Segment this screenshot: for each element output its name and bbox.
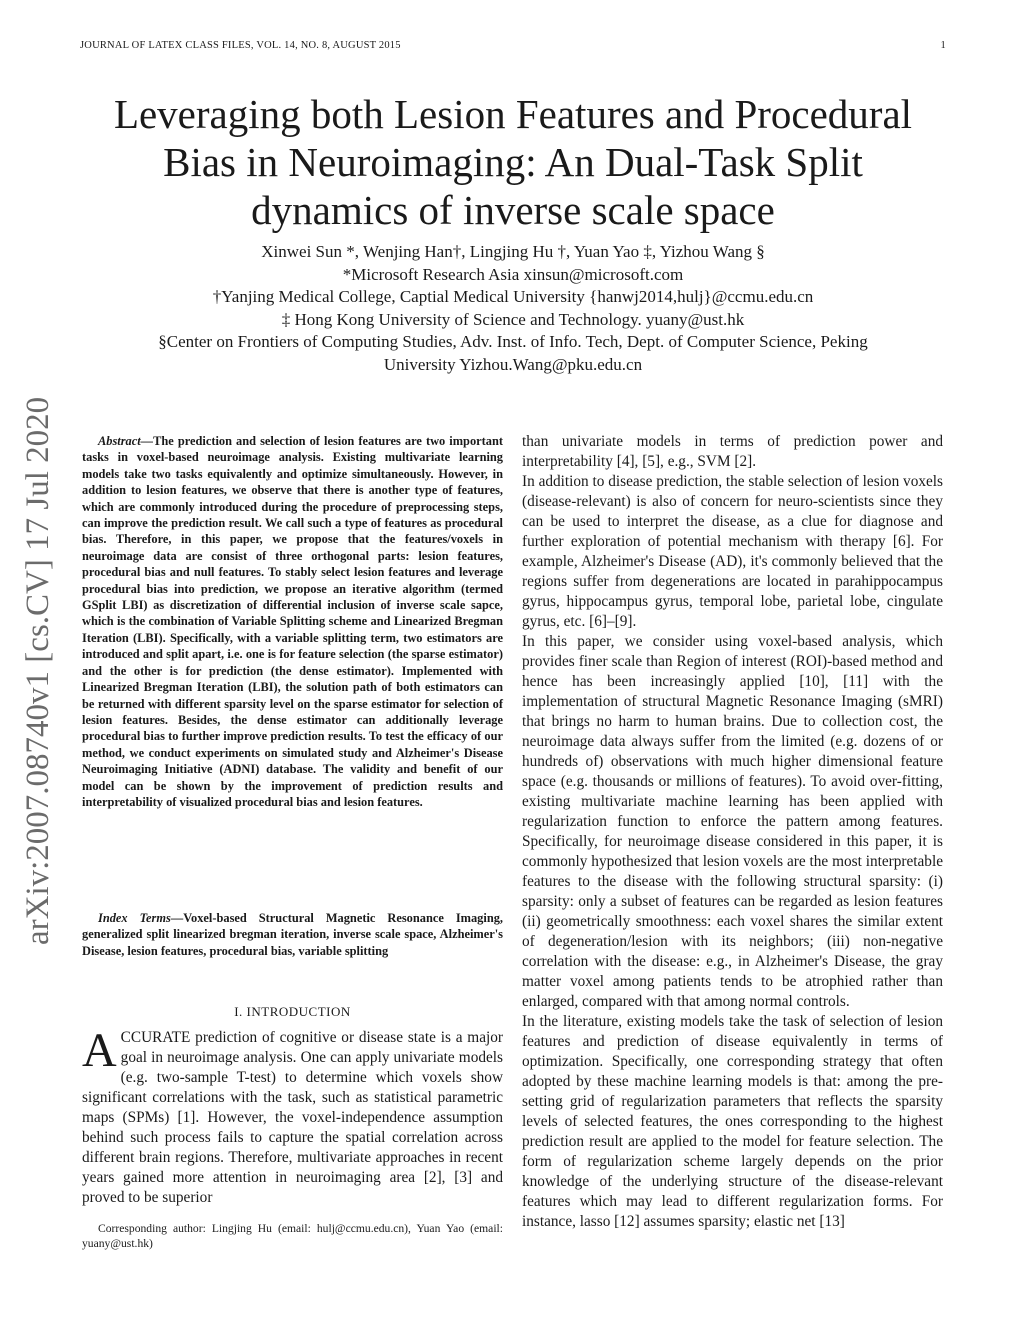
title-line: dynamics of inverse scale space bbox=[251, 187, 775, 233]
index-terms-label: Index Terms— bbox=[98, 911, 184, 925]
affiliation: §Center on Frontiers of Computing Studies, Adv. Inst. of Info. Tech, Dept. of Computer Science, Peking bbox=[158, 332, 868, 351]
footnote bbox=[82, 1221, 503, 1251]
abstract-label: Abstract— bbox=[98, 434, 154, 448]
right-column bbox=[522, 432, 943, 1232]
index-terms-text: Voxel-based Structural Magnetic Resonance Imaging, generalized split linearized bregman iteration, inverse scale space, Alzheimer's Disease, lesion features, procedural bias, variable splitting bbox=[82, 911, 503, 958]
footnote-text: Corresponding author: Lingjing Hu (email: hulj@ccmu.edu.cn), Yuan Yao (email: yuany@ust.hk) bbox=[82, 1222, 503, 1250]
body-paragraph: In addition to disease prediction, the stable selection of lesion voxels (disease-relevant) is also of concern for neuro-scientists since they can be used to interpret the disease, as a clue for diagnose and further exploration of potential mechanism with therapy [6]. For example, Alzheimer's Disease (AD), it's commonly believed that the regions suffer from degenerations are located in parahippocampus gyrus, hippocampus gyrus, temporal lobe, parietal lobe, cingulate gyrus, etc. [6]–[9]. bbox=[522, 473, 943, 630]
affiliation: †Yanjing Medical College, Captial Medical University {hanwj2014,hulj}@ccmu.edu.cn bbox=[212, 287, 814, 306]
author-names: Xinwei Sun *, Wenjing Han†, Lingjing Hu †, Yuan Yao ‡, Yizhou Wang § bbox=[261, 242, 765, 261]
paper-title bbox=[80, 90, 946, 234]
abstract-text: The prediction and selection of lesion features are two important tasks in voxel-based neuroimage analysis. Existing multivariate learning models take two tasks equivalently and optimize simultaneously. However, in addition to lesion features, we observe that there is another type of features, which are commonly introduced during the procedure of preprocessing steps, can improve the prediction result. We call such a type of features as procedural bias. Therefore, in this paper, we propose that the features/voxels in neuroimage data are consist of three orthogonal parts: lesion features, procedural bias and null features. To stably select lesion features and leverage procedural bias into prediction, we propose an iterative algorithm (termed GSplit LBI) as discretization of differential inclusion of inverse scale sapce, which is the combination of Variable Splitting scheme and Linearized Bregman Iteration (LBI). Specifically, with a variable splitting term, two estimators are introduced and split apart, i.e. one is for feature selection (the sparse estimator) and the other is for prediction (the dense estimator). Implemented with Linearized Bregman Iteration (LBI), the solution path of both estimators can be returned with different sparsity level on the sparse estimator for selection of lesion features. Besides, the dense estimator can additionally leverage procedural bias to further improve prediction results. To test the efficacy of our method, we conduct experiments on simulated study and Alzheimer's Disease Neuroimaging Initiative (ADNI) database. The validity and benefit of our model can be shown by the improvement of prediction results and interpretability of visualized procedural bias and lesion features. bbox=[82, 434, 503, 809]
intro-text: CCURATE prediction of cognitive or disease state is a major goal in neuroimage analysis. One can apply univariate models (e.g. two-sample T-test) to determine which voxels show significant correlations with the task, such as statistical parametric maps (SPMs) [1]. However, the voxel-independence assumption behind such process fails to capture the spatial correlation across different brain regions. Therefore, multivariate approaches in recent years gained more attention in neuroimaging area [2], [3] and proved to be superior bbox=[82, 1029, 503, 1206]
arxiv-sidebar-stamp: arXiv:2007.08740v1 [cs.CV] 17 Jul 2020 bbox=[20, 396, 56, 945]
body-paragraph: In the literature, existing models take the task of selection of lesion features and prediction of disease equivalently in terms of optimization. Specifically, one corresponding strategy that often adopted by these machine learning models is that: among the pre-setting grid of regularization parameters that reflects the sparsity levels of selected features, the ones corresponding to the highest prediction result are applied to the model for feature selection. The form of regularization scheme largely depends on the prior knowledge of the underlying structure of the disease-relevant features which may lead to different regularization forms. For instance, lasso [12] assumes sparsity; elastic net [13] bbox=[522, 1013, 943, 1230]
running-head bbox=[80, 40, 946, 51]
section-heading: I. INTRODUCTION bbox=[234, 1004, 351, 1019]
affiliation: ‡ Hong Kong University of Science and Technology. yuany@ust.hk bbox=[281, 309, 745, 329]
affiliation: University Yizhou.Wang@pku.edu.cn bbox=[383, 354, 643, 374]
body-paragraph: than univariate models in terms of prediction power and interpretability [4], [5], e.g., SVM [2]. bbox=[522, 433, 943, 470]
body-paragraph: In this paper, we consider using voxel-based analysis, which provides finer scale than Region of interest (ROI)-based method and hence has been increasingly applied [10], [11] with the implementation of structural Magnetic Resonance Imaging (sMRI) that brings no harm to human brains. Due to collection cost, the neuroimage data always suffer from the limited (e.g. dozens of or hundreds of) observations with much higher dimensional feature space (e.g. thousands or millions of features). To avoid over-fitting, existing multivariate machine learning has been applied with regularization function to enforce the pattern among features. Specifically, for neuroimage disease considered in this paper, it is commonly hypothesized that lesion voxels are the most interpretable features to the disease with the following structural sparsity: (i) sparsity: only a subset of features can be regarded as lesion features (ii) geometrically smoothness: each voxel shares the similar extent of degeneration/lesion with its neighbors; (iii) non-negative correlation with the disease: e.g., in Alzheimer's Disease, the gray matter voxel among patients tends to be atrophied rather than enlarged, compared with that among normal controls. bbox=[522, 633, 943, 1010]
drop-cap: A bbox=[82, 1024, 117, 1077]
title-line: Bias in Neuroimaging: An Dual-Task Split bbox=[163, 139, 863, 185]
index-terms bbox=[82, 910, 503, 959]
running-head-text: JOURNAL OF LATEX CLASS FILES, VOL. 14, NO. 8, AUGUST 2015 bbox=[80, 40, 401, 51]
abstract bbox=[82, 433, 503, 810]
title-line: Leveraging both Lesion Features and Procedural bbox=[113, 91, 913, 137]
author-block bbox=[60, 241, 966, 376]
affiliation: *Microsoft Research Asia xinsun@microsoft.com bbox=[342, 264, 684, 284]
introduction-paragraph bbox=[82, 1024, 503, 1208]
page-number: 1 bbox=[940, 40, 946, 51]
